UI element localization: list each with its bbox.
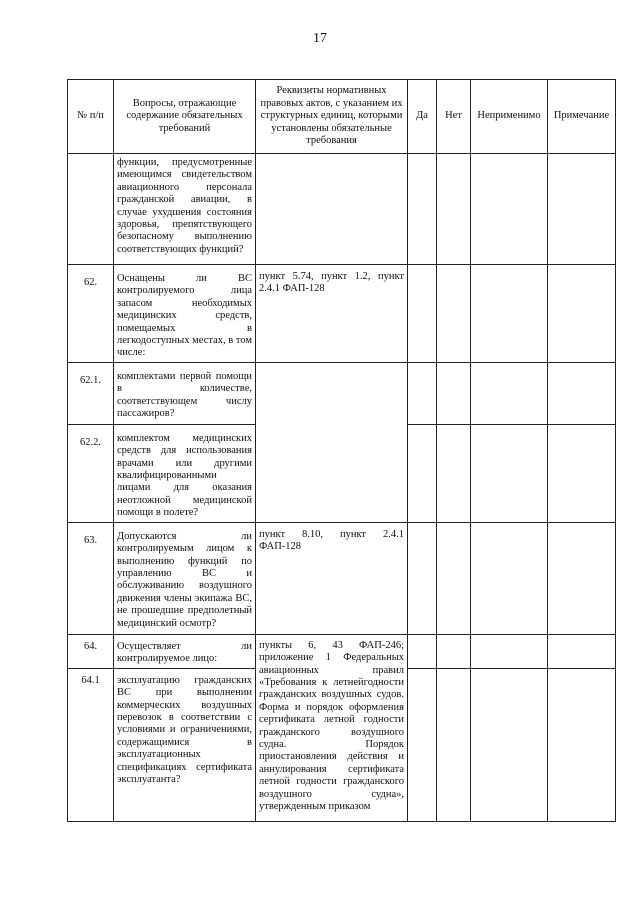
row-ref: пункт 8.10, пункт 2.4.1 ФАП-128 [256, 522, 408, 634]
note-cell [548, 362, 616, 424]
not-applicable-cell [471, 362, 548, 424]
no-cell [437, 265, 471, 363]
row-ref: пункты 6, 43 ФАП-246; приложение 1 Федеральных авиационных правил «Требования к летнейгодности гражданских воздушных судов. Форма и порядок оформления сертификата летной годности гражданского воздушного судна. Порядок приостановления действия и аннулирования сертификата летной годности гражданского воздушного судна», утвержденным приказом [256, 634, 408, 821]
no-cell [437, 424, 471, 522]
header-row [68, 80, 616, 154]
table-row [68, 634, 616, 668]
yes-cell [408, 424, 437, 522]
header-note: Примечание [548, 80, 616, 154]
row-num: 64. [68, 634, 114, 668]
note-cell [548, 265, 616, 363]
not-applicable-cell [471, 522, 548, 634]
row-num: 62. [68, 265, 114, 363]
no-cell [437, 362, 471, 424]
not-applicable-cell [471, 634, 548, 668]
row-question: эксплуатацию гражданских ВС при выполнении коммерческих воздушных перевозок в соответствии с условиями и ограничениями, содержащимися в эксплуатационных спецификациях сертификата эксплуатанта? [114, 668, 256, 821]
row-question: Осуществляет ли контролируемое лицо: [114, 634, 256, 668]
yes-cell [408, 634, 437, 668]
header-yes: Да [408, 80, 437, 154]
row-num [68, 154, 114, 265]
header-not-applicable: Неприменимо [471, 80, 548, 154]
yes-cell [408, 154, 437, 265]
no-cell [437, 634, 471, 668]
not-applicable-cell [471, 154, 548, 265]
no-cell [437, 522, 471, 634]
yes-cell [408, 265, 437, 363]
row-question: функции, предусмотренные имеющимся свидетельством авиационного персонала гражданской авиации, в случае ухудшения состояния здоровья, препятствующего безопасному выполнению соответствующих функций? [114, 154, 256, 265]
note-cell [548, 424, 616, 522]
header-no: Нет [437, 80, 471, 154]
row-question: комплектом медицинских средств для использования врачами или другими квалифицированными лицами для оказания неотложной медицинской помощи в полете? [114, 424, 256, 522]
note-cell [548, 522, 616, 634]
note-cell [548, 668, 616, 821]
no-cell [437, 154, 471, 265]
row-ref [256, 362, 408, 522]
row-question: комплектами первой помощи в количестве, соответствующем числу пассажиров? [114, 362, 256, 424]
page-number: 17 [313, 31, 327, 46]
row-ref [256, 154, 408, 265]
row-num: 62.1. [68, 362, 114, 424]
yes-cell [408, 362, 437, 424]
not-applicable-cell [471, 424, 548, 522]
header-num: № п/п [68, 80, 114, 154]
note-cell [548, 154, 616, 265]
no-cell [437, 668, 471, 821]
not-applicable-cell [471, 668, 548, 821]
not-applicable-cell [471, 265, 548, 363]
row-question: Допускаются ли контролируемым лицом к выполнению функций по управлению ВС и обслуживанию воздушного движения члены экипажа ВС, не прошедшие предполетный медицинский осмотр? [114, 522, 256, 634]
row-ref: пункт 5.74, пункт 1.2, пункт 2.4.1 ФАП-128 [256, 265, 408, 363]
row-question: Оснащены ли ВС контролируемого лица запасом необходимых медицинских средств, помещаемых в легкодоступных местах, в том числе: [114, 265, 256, 363]
table-row [68, 265, 616, 363]
row-num: 63. [68, 522, 114, 634]
yes-cell [408, 522, 437, 634]
header-questions: Вопросы, отражающие содержание обязательных требований [114, 80, 256, 154]
row-num: 62.2. [68, 424, 114, 522]
table-row [68, 522, 616, 634]
yes-cell [408, 668, 437, 821]
checklist-table [67, 79, 616, 822]
note-cell [548, 634, 616, 668]
row-num: 64.1 [68, 668, 114, 821]
table-row [68, 362, 616, 424]
header-requisites: Реквизиты нормативных правовых актов, с указанием их структурных единиц, которыми установлены обязательные требования [256, 80, 408, 154]
table-row [68, 154, 616, 265]
